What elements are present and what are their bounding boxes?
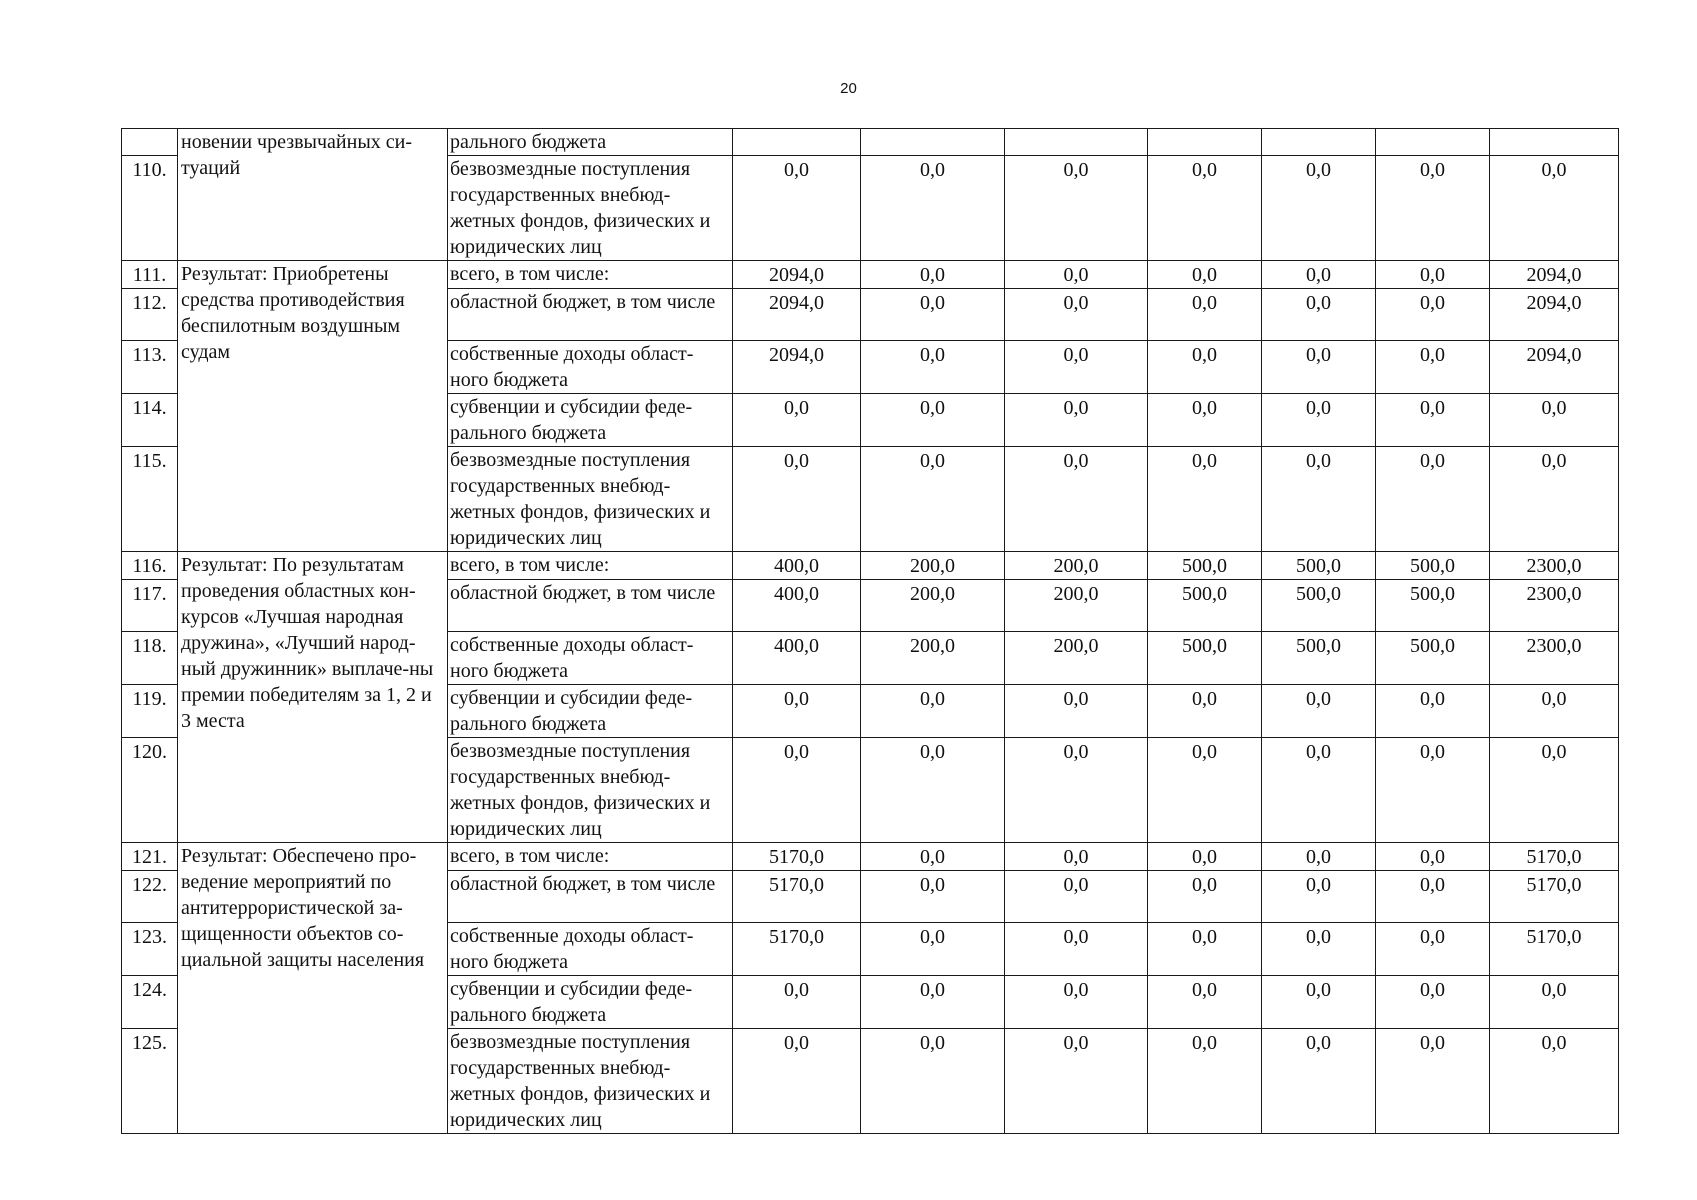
amount-cell: 500,0 [1376,580,1490,632]
amount-cell: 0,0 [1262,843,1376,871]
amount-cell: 0,0 [861,976,1005,1029]
row-number: 121. [122,843,178,871]
amount-cell: 0,0 [1262,156,1376,261]
amount-cell: 0,0 [1376,341,1490,394]
funding-source: субвенции и субсидии феде-рального бюджета [448,685,733,738]
amount-cell: 0,0 [1005,341,1148,394]
funding-source: собственные доходы област-ного бюджета [448,341,733,394]
amount-cell: 0,0 [1148,156,1262,261]
amount-cell: 0,0 [1262,289,1376,341]
amount-cell [1490,129,1619,156]
amount-cell: 0,0 [1376,289,1490,341]
amount-cell: 2300,0 [1490,632,1619,685]
amount-cell: 0,0 [1376,871,1490,923]
amount-cell: 0,0 [1376,447,1490,552]
amount-cell: 0,0 [1148,1029,1262,1134]
amount-cell: 0,0 [1005,289,1148,341]
funding-source: собственные доходы област-ного бюджета [448,923,733,976]
amount-cell: 400,0 [733,580,861,632]
row-number: 112. [122,289,178,341]
amount-cell: 200,0 [861,632,1005,685]
amount-cell: 2094,0 [733,341,861,394]
amount-cell: 0,0 [1005,447,1148,552]
amount-cell: 500,0 [1148,632,1262,685]
result-description: Результат: Обеспечено про-ведение мероприятий по антитеррористической за-щищенности объектов со-циальной защиты населения [178,843,448,1134]
funding-source: безвозмездные поступления государственных внебюд-жетных фондов, физических и юридических лиц [448,1029,733,1134]
amount-cell: 0,0 [1005,394,1148,447]
amount-cell: 0,0 [1005,1029,1148,1134]
amount-cell: 500,0 [1262,632,1376,685]
amount-cell: 0,0 [733,685,861,738]
amount-cell: 500,0 [1262,580,1376,632]
row-number: 117. [122,580,178,632]
funding-source: областной бюджет, в том числе [448,289,733,341]
amount-cell: 0,0 [1262,261,1376,289]
amount-cell: 0,0 [1005,923,1148,976]
amount-cell: 500,0 [1376,552,1490,580]
amount-cell: 5170,0 [1490,871,1619,923]
row-number: 111. [122,261,178,289]
amount-cell: 500,0 [1262,552,1376,580]
amount-cell: 0,0 [733,738,861,843]
amount-cell: 0,0 [733,447,861,552]
amount-cell: 0,0 [1376,923,1490,976]
amount-cell: 0,0 [1376,738,1490,843]
amount-cell: 0,0 [861,871,1005,923]
amount-cell: 0,0 [1262,738,1376,843]
amount-cell: 5170,0 [733,843,861,871]
amount-cell: 2300,0 [1490,580,1619,632]
amount-cell: 0,0 [1376,976,1490,1029]
amount-cell: 0,0 [1490,156,1619,261]
table-row [122,843,1619,871]
amount-cell: 0,0 [861,447,1005,552]
amount-cell: 0,0 [1376,156,1490,261]
amount-cell: 2094,0 [1490,289,1619,341]
amount-cell [733,129,861,156]
row-number: 124. [122,976,178,1029]
row-number: 125. [122,1029,178,1134]
amount-cell: 0,0 [1262,685,1376,738]
amount-cell: 2094,0 [733,289,861,341]
funding-source: субвенции и субсидии феде-рального бюджета [448,976,733,1029]
amount-cell: 500,0 [1148,580,1262,632]
row-number: 122. [122,871,178,923]
page-number: 20 [840,80,857,97]
row-number: 120. [122,738,178,843]
amount-cell: 200,0 [1005,632,1148,685]
amount-cell: 200,0 [861,552,1005,580]
funding-source: безвозмездные поступления государственных внебюд-жетных фондов, физических и юридических лиц [448,738,733,843]
row-number: 114. [122,394,178,447]
amount-cell: 0,0 [861,843,1005,871]
amount-cell: 0,0 [1262,341,1376,394]
amount-cell: 0,0 [733,156,861,261]
table-row [122,552,1619,580]
funding-source: областной бюджет, в том числе [448,580,733,632]
amount-cell: 5170,0 [733,871,861,923]
funding-source: безвозмездные поступления государственных внебюд-жетных фондов, физических и юридических лиц [448,156,733,261]
amount-cell: 0,0 [861,156,1005,261]
amount-cell: 0,0 [1148,394,1262,447]
amount-cell: 0,0 [1376,843,1490,871]
amount-cell: 0,0 [1005,261,1148,289]
amount-cell: 400,0 [733,632,861,685]
result-description: новении чрезвычайных си-туаций [178,129,448,261]
result-description: Результат: Приобретены средства противодействия беспилотным воздушным судам [178,261,448,552]
amount-cell: 0,0 [1005,871,1148,923]
amount-cell: 0,0 [1376,685,1490,738]
amount-cell: 0,0 [1490,1029,1619,1134]
amount-cell: 0,0 [1490,738,1619,843]
table-row [122,261,1619,289]
row-number [122,129,178,156]
amount-cell: 0,0 [733,1029,861,1134]
amount-cell: 0,0 [733,394,861,447]
amount-cell: 400,0 [733,552,861,580]
amount-cell: 0,0 [861,923,1005,976]
amount-cell: 0,0 [1376,261,1490,289]
result-description: Результат: По результатам проведения областных кон-курсов «Лучшая народная дружина», «Лучший народ-ный дружинник» выплаче-ны премии победителям за 1, 2 и 3 места [178,552,448,843]
amount-cell: 0,0 [1148,447,1262,552]
table-row [122,129,1619,156]
funding-source: всего, в том числе: [448,843,733,871]
funding-source: всего, в том числе: [448,552,733,580]
amount-cell: 200,0 [1005,552,1148,580]
funding-source: областной бюджет, в том числе [448,871,733,923]
amount-cell: 2300,0 [1490,552,1619,580]
amount-cell [1376,129,1490,156]
amount-cell: 0,0 [1005,843,1148,871]
amount-cell: 500,0 [1376,632,1490,685]
amount-cell: 0,0 [1148,871,1262,923]
amount-cell: 0,0 [1148,289,1262,341]
amount-cell [1148,129,1262,156]
amount-cell: 500,0 [1148,552,1262,580]
amount-cell: 0,0 [1005,738,1148,843]
amount-cell [1005,129,1148,156]
row-number: 116. [122,552,178,580]
amount-cell: 0,0 [733,976,861,1029]
funding-source: безвозмездные поступления государственных внебюд-жетных фондов, физических и юридических лиц [448,447,733,552]
amount-cell: 0,0 [861,738,1005,843]
row-number: 113. [122,341,178,394]
amount-cell: 0,0 [1148,341,1262,394]
amount-cell: 200,0 [861,580,1005,632]
amount-cell: 0,0 [1262,976,1376,1029]
amount-cell: 0,0 [1376,1029,1490,1134]
amount-cell: 0,0 [1148,923,1262,976]
amount-cell [861,129,1005,156]
amount-cell: 0,0 [1148,261,1262,289]
amount-cell: 0,0 [1262,923,1376,976]
amount-cell: 0,0 [1490,976,1619,1029]
amount-cell: 0,0 [1376,394,1490,447]
amount-cell: 0,0 [1262,1029,1376,1134]
amount-cell: 0,0 [1148,685,1262,738]
amount-cell: 0,0 [1262,871,1376,923]
amount-cell: 0,0 [1148,738,1262,843]
row-number: 119. [122,685,178,738]
amount-cell: 0,0 [861,394,1005,447]
amount-cell: 2094,0 [1490,341,1619,394]
amount-cell: 0,0 [1005,976,1148,1029]
amount-cell: 0,0 [861,1029,1005,1134]
funding-source: всего, в том числе: [448,261,733,289]
amount-cell: 5170,0 [1490,923,1619,976]
amount-cell: 0,0 [861,341,1005,394]
row-number: 115. [122,447,178,552]
amount-cell: 0,0 [1262,447,1376,552]
amount-cell: 0,0 [861,685,1005,738]
funding-source: собственные доходы област-ного бюджета [448,632,733,685]
amount-cell: 0,0 [1490,447,1619,552]
amount-cell: 2094,0 [1490,261,1619,289]
amount-cell: 0,0 [861,289,1005,341]
amount-cell: 0,0 [1005,685,1148,738]
funding-source: рального бюджета [448,129,733,156]
amount-cell: 0,0 [861,261,1005,289]
amount-cell: 2094,0 [733,261,861,289]
amount-cell: 5170,0 [1490,843,1619,871]
amount-cell: 200,0 [1005,580,1148,632]
amount-cell: 0,0 [1148,976,1262,1029]
row-number: 110. [122,156,178,261]
amount-cell [1262,129,1376,156]
row-number: 123. [122,923,178,976]
amount-cell: 0,0 [1490,685,1619,738]
amount-cell: 0,0 [1005,156,1148,261]
amount-cell: 0,0 [1262,394,1376,447]
amount-cell: 0,0 [1148,843,1262,871]
budget-table [121,128,1619,1134]
amount-cell: 5170,0 [733,923,861,976]
funding-source: субвенции и субсидии феде-рального бюджета [448,394,733,447]
amount-cell: 0,0 [1490,394,1619,447]
row-number: 118. [122,632,178,685]
